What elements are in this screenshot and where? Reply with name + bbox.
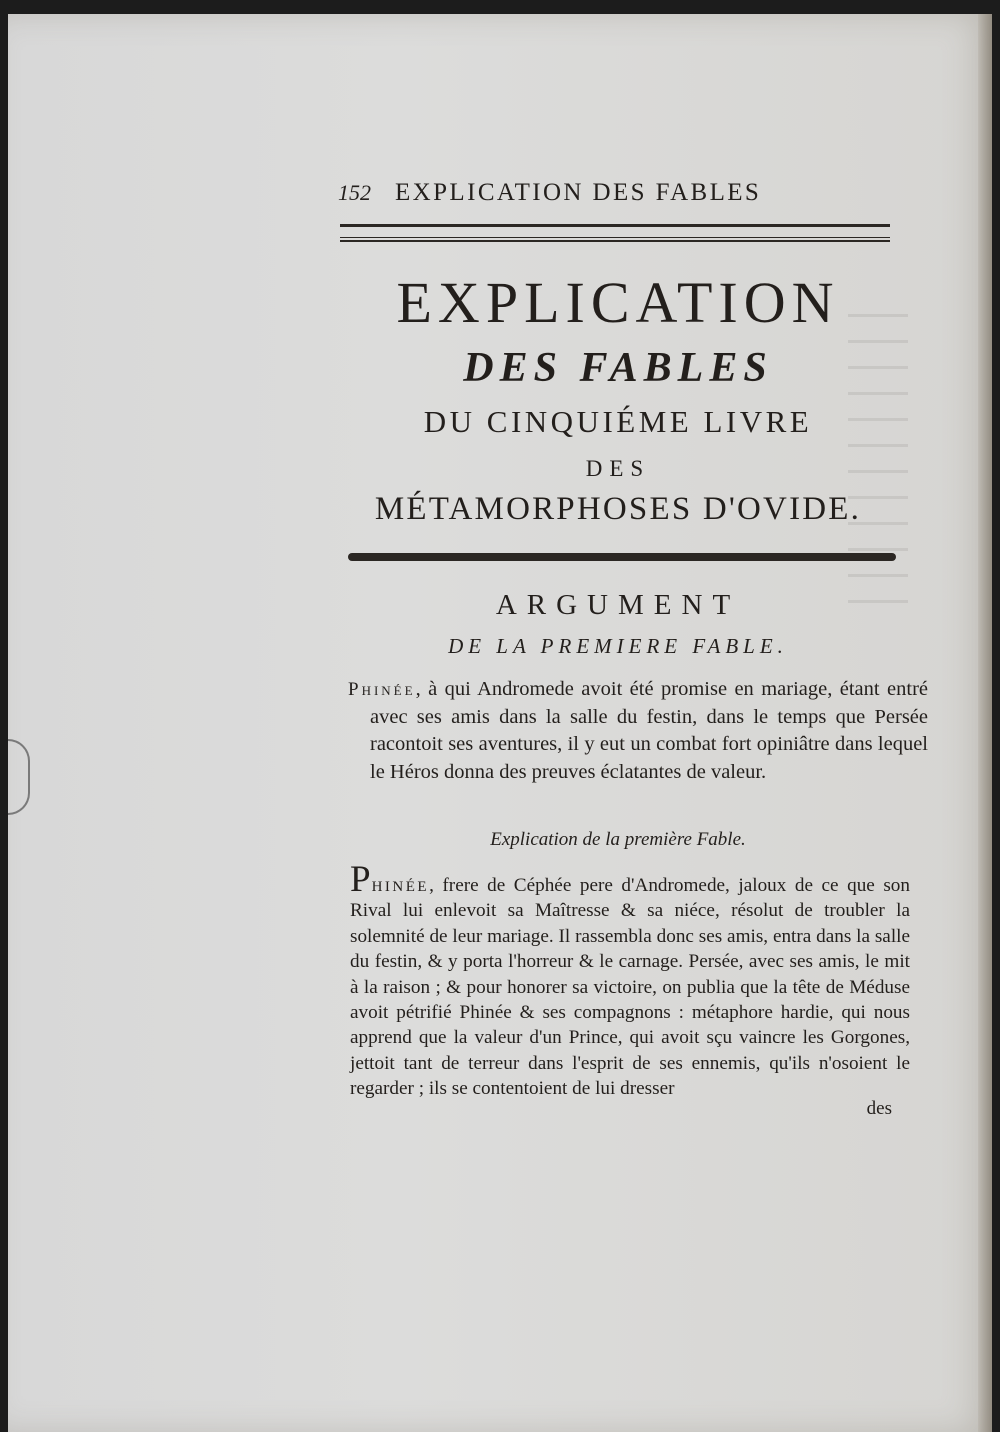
drop-cap: P [350,859,372,900]
header-double-rule [340,224,890,238]
title-thick-rule [348,553,896,561]
explication-text: , frere de Céphée pere d'Andromede, jaloux de ce que son Rival lui enlevoit sa Maîtresse & sa niéce, résolut de troubler la solemnité de leur mariage. Il rassembla donc ses amis, entra dans la salle du festin, & y porta l'horreur & le carnage. Persée, avec ses amis, le mit à la raison ; & pour honorer sa victoire, on publia que la tête de Méduse avoit pétrifié Phinée & ses compagnons : métaphore hardie, qui nous apprend que la valeur d'un Prince, qui avoit sçu vaincre les Gorgones, jettoit tant de terreur dans l'esprit de ses ennemis, qu'ils n'osoient le regarder ; ils se contentoient de lui dresser [350,875,910,1100]
argument-heading: ARGUMENT [495,589,741,621]
title-line-5: MÉTAMORPHOSES D'OVIDE. [374,491,862,527]
running-head-title: EXPLICATION DES FABLES [395,179,762,206]
argument-text: , à qui Andromede avoit été promise en mariage, étant entré avec ses amis dans la salle du festin, dans le temps que Persée racontoit ses aventures, il y eut un combat fort opiniâtre dans lequel le Héros donna des preuves éclatantes de valeur. [370,678,928,783]
explication-heading: Explication de la première Fable. [490,829,746,850]
argument-subheading: DE LA PREMIERE FABLE. [448,634,788,658]
book-page [8,14,992,1432]
page-edge-shadow [978,14,992,1432]
catchword: des [866,1098,892,1119]
page-number: 152 [338,180,371,205]
argument-paragraph [348,676,928,786]
title-line-3: DU CINQUIÉME LIVRE [423,404,813,439]
header-thin-rule [340,240,890,242]
running-head [338,179,878,207]
title-line-1: EXPLICATION [396,270,840,335]
title-line-2: DES FABLES [463,345,773,391]
argument-lead: Phinée [348,679,416,700]
explication-paragraph [350,859,910,1102]
explication-lead: hinée [371,871,430,896]
binding-notch [8,739,30,815]
title-line-4: DES [585,456,651,481]
